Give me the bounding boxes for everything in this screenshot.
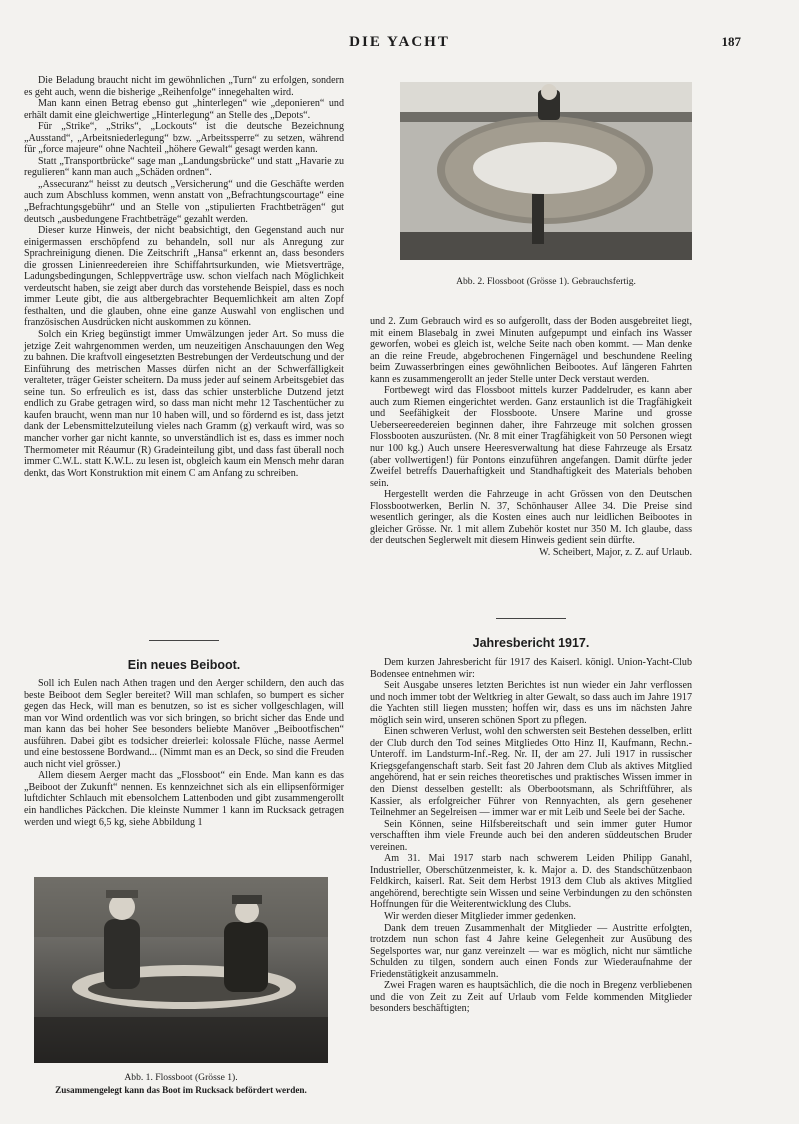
paragraph: Zwei Fragen waren es hauptsächlich, die die noch in Bregenz verbliebenen und die von Zeit zu Zeit auf Urlaub vom Felde kommenden Mitglieder besonders beschäftigten; — [370, 980, 692, 1015]
section-heading: Jahresbericht 1917. — [472, 636, 590, 650]
paragraph: Dem kurzen Jahresbericht für 1917 des Kaiserl. königl. Union-Yacht-Club Bodensee entnehmen wir: — [370, 657, 692, 680]
paragraph: und 2. Zum Gebrauch wird es so aufgerollt, dass der Boden ausgebreitet liegt, mit einem Blasebalg in zwei Minuten aufgepumpt und einfach ins Wasser geworfen, wobei es gleich ist, welche Seite nach oben kommt. — Man denke an die reine Freude, abgebrochenen Fingernägel und beschundene Reeling beim Zuwasserbringen eines gewöhnlichen Beibootes. Auf längeren Fahrten kann es zusammengerollt an jeder Stelle unter Deck verstaut werden. — [370, 316, 692, 385]
paragraph: Wir werden dieser Mitglieder immer gedenken. — [384, 911, 576, 923]
figure-2-photo — [400, 82, 692, 260]
paragraph: Seit Ausgabe unseres letzten Berichtes ist nun wieder ein Jahr verflossen und noch immer tobt der Weltkrieg in alter Gewalt, so dass auch im Jahre 1917 die Yachten still liegen mussten; hoffen wir, dass es uns im nächsten Jahre möglich sein wird, unseren schönen Sport zu pflegen. — [370, 680, 692, 726]
paragraph: Für „Strike“, „Striks“, „Lockouts“ ist die deutsche Bezeichnung „Ausstand“, „Arbeitsniederlegung“ bzw. „Arbeitssperre“ zu setzen, während für „force majeure“ ohne Nachteil „höhere Gewalt“ gesagt werden kann. — [24, 121, 344, 156]
beiboot-section — [24, 658, 344, 672]
figure-1-photo — [34, 877, 328, 1063]
paragraph: Dank dem treuen Zusammenhalt der Mitglieder — Austritte erfolgten, trotzdem nun schon fast 4 Jahre keine Gelegenheit zur Ausübung des Segelsportes war, nur ganz vereinzelt — war es möglich, nicht nur sämtliche Schulden zu tilgen, sondern auch einen Fonds zur Wiederaufnahme der Friedenstätigkeit anzusammeln. — [370, 922, 692, 980]
section-heading: Ein neues Beiboot. — [127, 658, 241, 672]
paragraph: Man kann einen Betrag ebenso gut „hinterlegen“ wie „deponieren“ und erhält damit eine gleichwertige „Hinterlegung“ an Stelle des „Depots“. — [24, 98, 344, 121]
paragraph: Statt „Transportbrücke“ sage man „Landungsbrücke“ und statt „Havarie zu regulieren“ kann man auch „Schäden ordnen“. — [24, 155, 344, 179]
right-column-text — [370, 316, 692, 558]
paragraph: Fortbewegt wird das Flossboot mittels kurzer Paddelruder, es kann aber auch zum Riemen eingerichtet werden. Ganz erstaunlich ist die Tragfähigkeit und Seefähigkeit der Flossboote. Unsere Marine und grosse Ueberseereedereien beginnen daher, ihre Fahrzeuge mit solchen grossen Flossbooten auszurüsten. (Nr. 8 mit einer Tragfähigkeit von 50 Personen wiegt nur 100 kg.) Auch unsere Heeresverwaltung hat diese Fahrzeuge als Ersatz (aber vollwertigen!) für Pontons einzuführen angefangen. Damit dürfte jeder Zweifel betreffs Dauerhaftigkeit und Standhaftigkeit des Materials behoben sein. — [370, 385, 692, 489]
paragraph: „Assecuranz“ heisst zu deutsch „Versicherung“ und die Geschäfte werden auch zum Abschluss kommen, wenn anstatt von „Befrachtungscourtage“ eine „Befrachtungsgebühr“ und an Stelle von „stipulierten Frachtbeträgen“ gut deutsch „ausbedungene Frachtbeträge“ gezahlt werden. — [24, 178, 344, 225]
paragraph: Am 31. Mai 1917 starb nach schwerem Leiden Philipp Ganahl, Industrieller, Oberschützenmeister, k. k. Major a. D. des Standschützenbaon Feldkirch, kaiserl. Rat. Seit dem Herbst 1913 dem Club als aktives Mitglied angehörend, berechtigte sein Wissen und seine Verbindungen zu den schönsten Hoffnungen für die Weiterentwicklung des Clubs. — [370, 853, 692, 911]
paragraph: Die Beladung braucht nicht im gewöhnlichen „Turn“ zu erfolgen, sondern es geht auch, wenn die bisherige „Reihenfolge“ innegehalten wird. — [24, 75, 344, 98]
beiboot-text — [24, 678, 344, 828]
figure-1-caption — [34, 1072, 328, 1096]
paragraph: Dieser kurze Hinweis, der nicht beabsichtigt, den Gegenstand auch nur einigermassen erschöpfend zu behandeln, soll nur als Anregung zur Sprachreinigung dienen. Die Zeitschrift „Hansa“ erkennt an, dass besonders die grossen Linienreedereien ihre Schiffahrtsurkunden, wie Mietsverträge, Ladungsbedingungen, Schleppverträge usw. schon vielfach nach Möglichkeit verdeutscht haben, sie zeigt aber durch das vorstehende Beispiel, dass es noch immer Leute gibt, die aus altbergebrachter Bequemlichkeit am alten Zopf festhalten, und die glauben, ohne eine ganze Auswahl von englischen und französischen Ausdrücken nicht auskommen zu können. — [24, 225, 344, 329]
section-divider — [24, 640, 344, 641]
jahresbericht-text — [370, 657, 692, 1015]
paragraph: Sein Können, seine Hilfsbereitschaft und sein immer guter Humor verschafften ihm viele Freunde auch bei den anderen süddeutschen Bruder vereinen. — [370, 818, 692, 853]
jahresbericht-section — [370, 636, 692, 650]
page-number: 187 — [721, 34, 741, 49]
paragraph: Hergestellt werden die Fahrzeuge in acht Grössen von den Deutschen Flossbootwerken, Berlin N. 37, Schönhauser Allee 34. Die Preise sind wesentlich geringer, als die Kosten eines auch nur leidlichen Beibootes in gleicher Grösse. Nr. 1 mit allem Zubehör kostet nur 350 M. Ich glaube, dass der deutschen Seglerwelt mit diesem Hinweis gedient sein dürfte. — [370, 489, 692, 547]
figure-2-caption: Abb. 2. Flossboot (Grösse 1). Gebrauchsfertig. — [456, 276, 636, 287]
paragraph: Allem diesem Aerger macht das „Flossboot“ ein Ende. Man kann es das „Beiboot der Zukunft“ nennen. Es kennzeichnet sich als ein ellipsenförmiger luftdichter Schlauch mit ebensolchem Lattenboden und gibt zusammengerollt ein handliches Päckchen. Die kleinste Nummer 1 kann im Rucksack getragen werden und wiegt 6,5 kg, siehe Abbildung 1 — [24, 770, 344, 828]
journal-title: DIE YACHT — [349, 34, 450, 50]
author-signature: W. Scheibert, Major, z. Z. auf Urlaub. — [539, 546, 692, 558]
paragraph: Einen schweren Verlust, wohl den schwersten seit Bestehen desselben, erlitt der Club durch den Tod seines Mitgliedes Otto Hinz II, Kaufmann, Rechn.-Unteroff. im Landsturm-Inf.-Reg. Nr. II, der am 27. Juli 1917 in russischer Kriegsgefangenschaft starb. Seit fast 20 Jahren dem Club als aktives Mitglied angehörend, hat er sein reiches theoretisches und praktisches Wissen immer in den Dienst desselben gestellt: als Oberbootsmann, als Schriftführer, als Kassier, als erfolgreicher Führer von Rennyachten, als gern gesehener Teilnehmer an Segelreisen — immer war er mit Leib und Seele bei der Sache. — [370, 726, 692, 819]
section-divider — [370, 618, 692, 619]
figure-1-caption-line: Abb. 1. Flossboot (Grösse 1). — [124, 1072, 238, 1083]
page-header — [0, 34, 799, 54]
left-column-text — [24, 75, 344, 479]
paragraph: Solch ein Krieg begünstigt immer Umwälzungen jeder Art. So muss die jetzige Zeit wahrgenommen werden, um neuzeitigen Anschauungen den Weg zu bahnen. Die kraftvoll eingesetzten Bestrebungen der Verdeutschung und der Einführung des metrischen Masses dürfen nicht an der Schwerfälligkeit veralteter, träger Geister scheitern. Da muss jeder auf seinem Arbeitsgebiet das seine tun. So erfreulich es ist, dass das schier unsterbliche Dutzend jetzt endlich zu Grabe getragen wird, so dass man nicht mehr 12 Taschentücher zu kaufen braucht, wenn man nur 10 haben will, und so fördernd es ist, dass jetzt dank der Lebensmittelzuteilung vieles nach Gramm (g) verkauft wird, was so mancher vorher gar nicht kannte, so unverständlich ist es, dass es immer noch Thermometer mit Réaumur (R) Gradeinteilung gibt, und dass fast überall noch immer C.W.L. statt K.W.L. zu lesen ist, obgleich kaum ein Mensch mehr daran denkt, das Wort Konstruktion mit einem C am Anfang zu schreiben. — [24, 329, 344, 479]
paragraph: Soll ich Eulen nach Athen tragen und den Aerger schildern, den auch das beste Beiboot dem Segler bereitet? Will man schlafen, so bumpert es sicher gegen das Heck, will man es benutzen, so ist es sicher vollgeschlagen, will man vor Wind ordentlich was vor sich bringen, so bricht sicher das Ende und man kann das bei hoher See besonders beliebte Manöver „Beibootfischen“ ausführen. Dabei gibt es todsicher dreierlei: kolossale Flüche, nasse Aermel und eine bestossene Bordwand... (Nimmt man es an Deck, so sind die Freuden auch nicht viel grösser.) — [24, 678, 344, 770]
figure-1-caption-line: Zusammengelegt kann das Boot im Rucksack befördert werden. — [55, 1085, 307, 1095]
